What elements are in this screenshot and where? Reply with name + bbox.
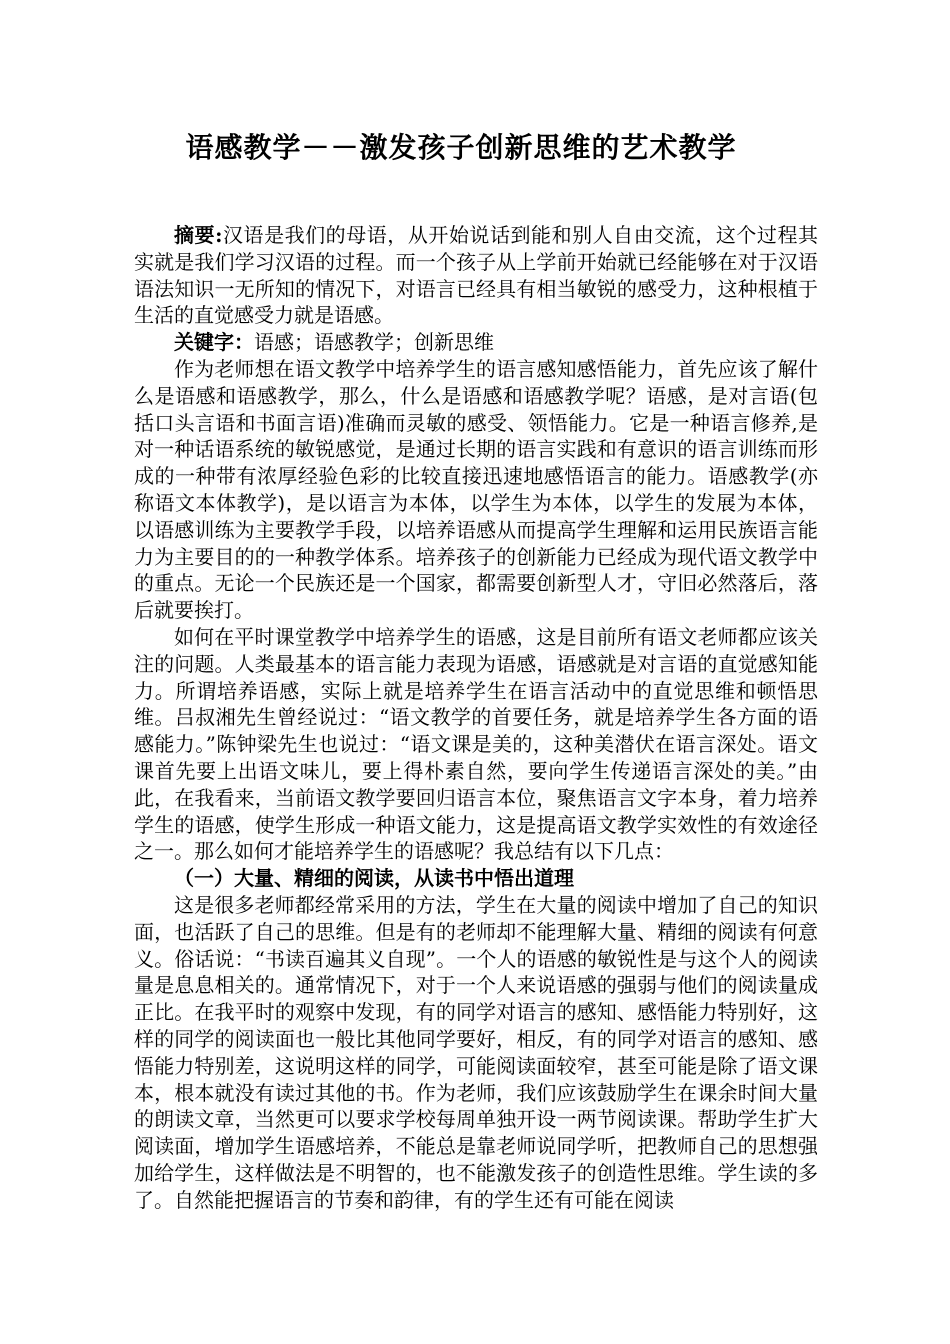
keywords-paragraph: [134, 329, 818, 356]
body-paragraph-2: 如何在平时课堂教学中培养学生的语感，这是目前所有语文老师都应该关注的问题。人类最基本的语言能力表现为语感，语感就是对言语的直觉感知能力。所谓培养语感，实际上就是培养学生在语言活动中的直觉思维和顿悟思维。吕叔湘先生曾经说过：“语文教学的首要任务，就是培养学生各方面的语感能力。”陈钟梁先生也说过：“语文课是美的，这种美潜伏在语言深处。语文课首先要上出语文味儿，要上得朴素自然，要向学生传递语言深处的美。”由此，在我看来，当前语文教学要回归语言本位，聚焦语言文字本身，着力培养学生的语感，使学生形成一种语文能力，这是提高语文教学实效性的有效途径之一。那么如何才能培养学生的语感呢？我总结有以下几点：: [134, 624, 818, 864]
section-1-paragraph: 这是很多老师都经常采用的方法，学生在大量的阅读中增加了自己的知识面，也活跃了自己的思维。但是有的老师却不能理解大量、精细的阅读有何意义。俗话说：“书读百遍其义自现”。一个人的语感的敏锐性是与这个人的阅读量是息息相关的。通常情况下，对于一个人来说语感的强弱与他们的阅读量成正比。在我平时的观察中发现，有的同学对语言的感知、感悟能力特别好，这样的同学的阅读面也一般比其他同学要好，相反，有的同学对语言的感知、感悟能力特别差，这说明这样的同学，可能阅读面较窄，甚至可能是除了语文课本，根本就没有读过其他的书。作为老师，我们应该鼓励学生在课余时间大量的朗读文章，当然更可以要求学校每周单独开设一两节阅读课。帮助学生扩大阅读面，增加学生语感培养，不能总是靠老师说同学听，把教师自己的思想强加给学生，这样做法是不明智的，也不能激发孩子的创造性思维。学生读的多了。自然能把握语言的节奏和韵律，有的学生还有可能在阅读: [134, 892, 818, 1212]
section-heading-1: （一）大量、精细的阅读，从读书中悟出道理: [174, 866, 574, 891]
document-title: 语感教学－－激发孩子创新思维的艺术教学: [185, 131, 737, 164]
abstract-text: 汉语是我们的母语，从开始说话到能和别人自由交流，这个过程其实就是我们学习汉语的过程。而一个孩子从上学前开始就已经能够在对于汉语语法知识一无所知的情况下，对语言已经具有相当敏锐的感受力，这种根植于生活的直觉感受力就是语感。: [134, 223, 819, 328]
abstract-label: 摘要:: [174, 223, 223, 247]
keywords-label: 关键字：: [174, 330, 254, 355]
document-body: [134, 222, 818, 1213]
abstract-paragraph: [134, 222, 818, 329]
keywords-text: 语感；语感教学；创新思维: [254, 330, 494, 355]
body-paragraph-1: 作为老师想在语文教学中培养学生的语言感知感悟能力，首先应该了解什么是语感和语感教学，那么，什么是语感和语感教学呢？语感，是对言语(包括口头言语和书面言语)准确而灵敏的感受、领悟能力。它是一种语言修养,是对一种话语系统的敏锐感觉，是通过长期的语言实践和有意识的语言训练而形成的一种带有浓厚经验色彩的比较直接迅速地感悟语言的能力。语感教学(亦称语文本体教学)，是以语言为本体，以学生为本体，以学生的发展为本体，以语感训练为主要教学手段，以培养语感从而提高学生理解和运用民族语言能力为主要目的的一种教学体系。培养孩子的创新能力已经成为现代语文教学中的重点。无论一个民族还是一个国家，都需要创新型人才，守旧必然落后，落后就要挨打。: [134, 356, 818, 623]
